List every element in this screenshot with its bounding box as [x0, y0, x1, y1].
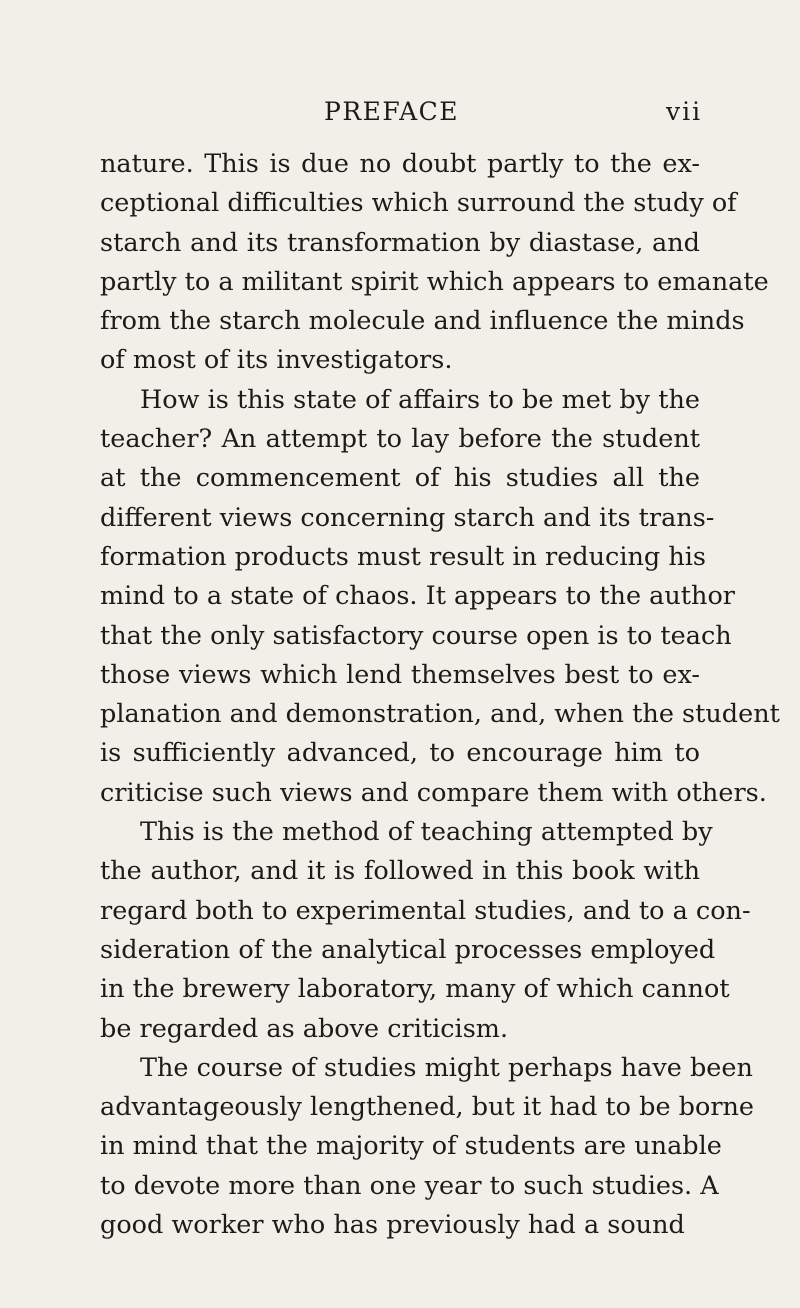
text-line: at the commencement of his studies all the [100, 463, 700, 494]
body-text [100, 145, 780, 1245]
text-line: sideration of the analytical processes employed [100, 934, 716, 965]
text-line: from the starch molecule and influence the minds [100, 306, 745, 337]
text-line: of most of its investigators. [100, 345, 453, 376]
text-line: the author, and it is followed in this book with [100, 856, 700, 887]
paragraph [100, 381, 780, 813]
text-line: in mind that the majority of students are unable [100, 1131, 722, 1162]
page-number: vii [666, 97, 703, 126]
text-line: formation products must result in reducing his [100, 541, 706, 572]
text-line: starch and its transformation by diastase, and [100, 227, 700, 258]
paragraph [100, 813, 751, 1049]
text-line: that the only satisfactory course open is to teach [100, 620, 732, 651]
text-line: be regarded as above criticism. [100, 1013, 509, 1044]
text-line: The course of studies might perhaps have been [140, 1052, 753, 1083]
text-line: advantageously lengthened, but it had to be borne [100, 1092, 755, 1123]
text-line: This is the method of teaching attempted by [140, 817, 713, 848]
text-line: mind to a state of chaos. It appears to the author [100, 581, 735, 612]
paragraph [100, 1049, 755, 1245]
running-head [0, 97, 800, 137]
text-line: to devote more than one year to such studies. A [100, 1170, 719, 1201]
text-line: teacher? An attempt to lay before the student [100, 424, 700, 455]
text-line: planation and demonstration, and, when the student [100, 699, 780, 730]
text-line: is sufficiently advanced, to encourage him to [100, 738, 700, 769]
text-line: good worker who has previously had a sound [100, 1210, 685, 1241]
text-line: nature. This is due no doubt partly to the ex- [100, 149, 700, 179]
text-line: regard both to experimental studies, and to a con- [100, 895, 751, 926]
paragraph [100, 145, 769, 381]
text-line: those views which lend themselves best to ex- [100, 659, 700, 690]
running-title: PREFACE [324, 97, 459, 126]
text-line: How is this state of affairs to be met by the [140, 384, 700, 415]
text-line: different views concerning starch and its trans- [100, 502, 715, 533]
text-line: criticise such views and compare them with others. [100, 777, 767, 808]
text-line: in the brewery laboratory, many of which cannot [100, 974, 730, 1005]
text-line: ceptional difficulties which surround the study of [100, 188, 737, 219]
text-line: partly to a militant spirit which appears to emanate [100, 266, 769, 297]
